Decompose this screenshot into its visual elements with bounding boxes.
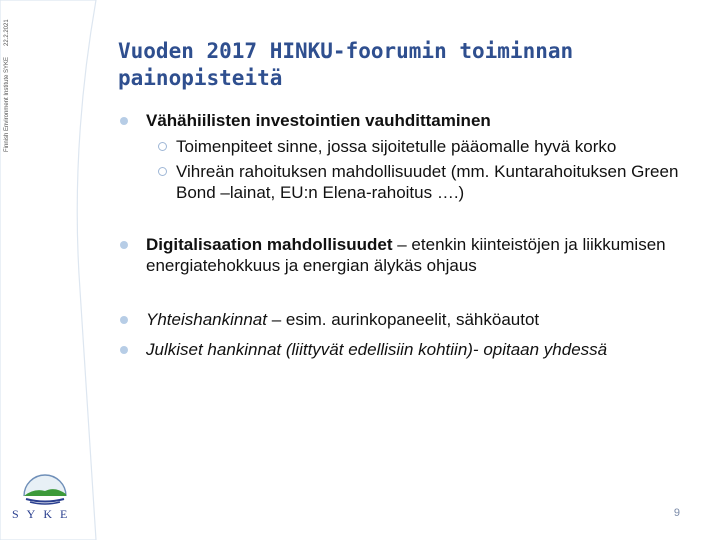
circle-bullet-icon: [158, 167, 167, 176]
bullet-item: [118, 309, 698, 330]
bullet-bold-text: Digitalisaation mahdollisuudet: [146, 235, 393, 254]
bullet-text: [146, 309, 698, 330]
logo-text: SYKE: [12, 507, 76, 521]
bullet-dot-icon: [120, 346, 128, 354]
bullet-item: [118, 110, 698, 131]
slide-title: Vuoden 2017 HINKU-foorumin toiminnan painopisteitä: [118, 39, 574, 90]
bullet-list: [118, 110, 698, 360]
side-band: [0, 0, 98, 540]
page-number: 9: [673, 507, 680, 519]
bullet-italic-text: Yhteishankinnat: [146, 310, 267, 329]
sub-bullet-item: [146, 161, 698, 203]
bullet-italic-text: Julkiset hankinnat: [146, 340, 282, 359]
sub-bullet-text: Vihreän rahoituksen mahdollisuudet (mm. Kuntarahoituksen Green Bond –lainat, EU:n Elena-rahoitus ….): [176, 162, 679, 202]
bullet-rest-text: (liittyvät edellisiin kohtiin)- opitaan yhdessä: [281, 340, 608, 359]
bullet-dot-icon: [120, 117, 128, 125]
bullet-item: [118, 234, 698, 276]
sub-bullet-item: [146, 136, 698, 157]
sub-bullet-text: Toimenpiteet sinne, jossa sijoitetulle pääomalle hyvä korko: [176, 137, 617, 156]
bullet-rest-text: – esim. aurinkopaneelit, sähköautot: [266, 310, 540, 329]
bullet-item: [118, 339, 698, 360]
bullet-dot-icon: [120, 241, 128, 249]
bullet-rest-text: – etenkin kiinteistöjen ja liikkumisen energiatehokkuus ja energian älykäs ohjaus: [146, 235, 666, 275]
bullet-text: [146, 339, 698, 360]
bullet-text: [146, 234, 698, 276]
decorative-curve: [0, 0, 100, 540]
bullet-text: Vähähiilisten investointien vauhdittaminen: [146, 111, 491, 130]
circle-bullet-icon: [158, 142, 167, 151]
bullet-dot-icon: [120, 316, 128, 324]
organization-label: Finnish Environment Institute SYKE: [4, 56, 10, 152]
slide-date: 22.2.2021: [4, 19, 10, 46]
